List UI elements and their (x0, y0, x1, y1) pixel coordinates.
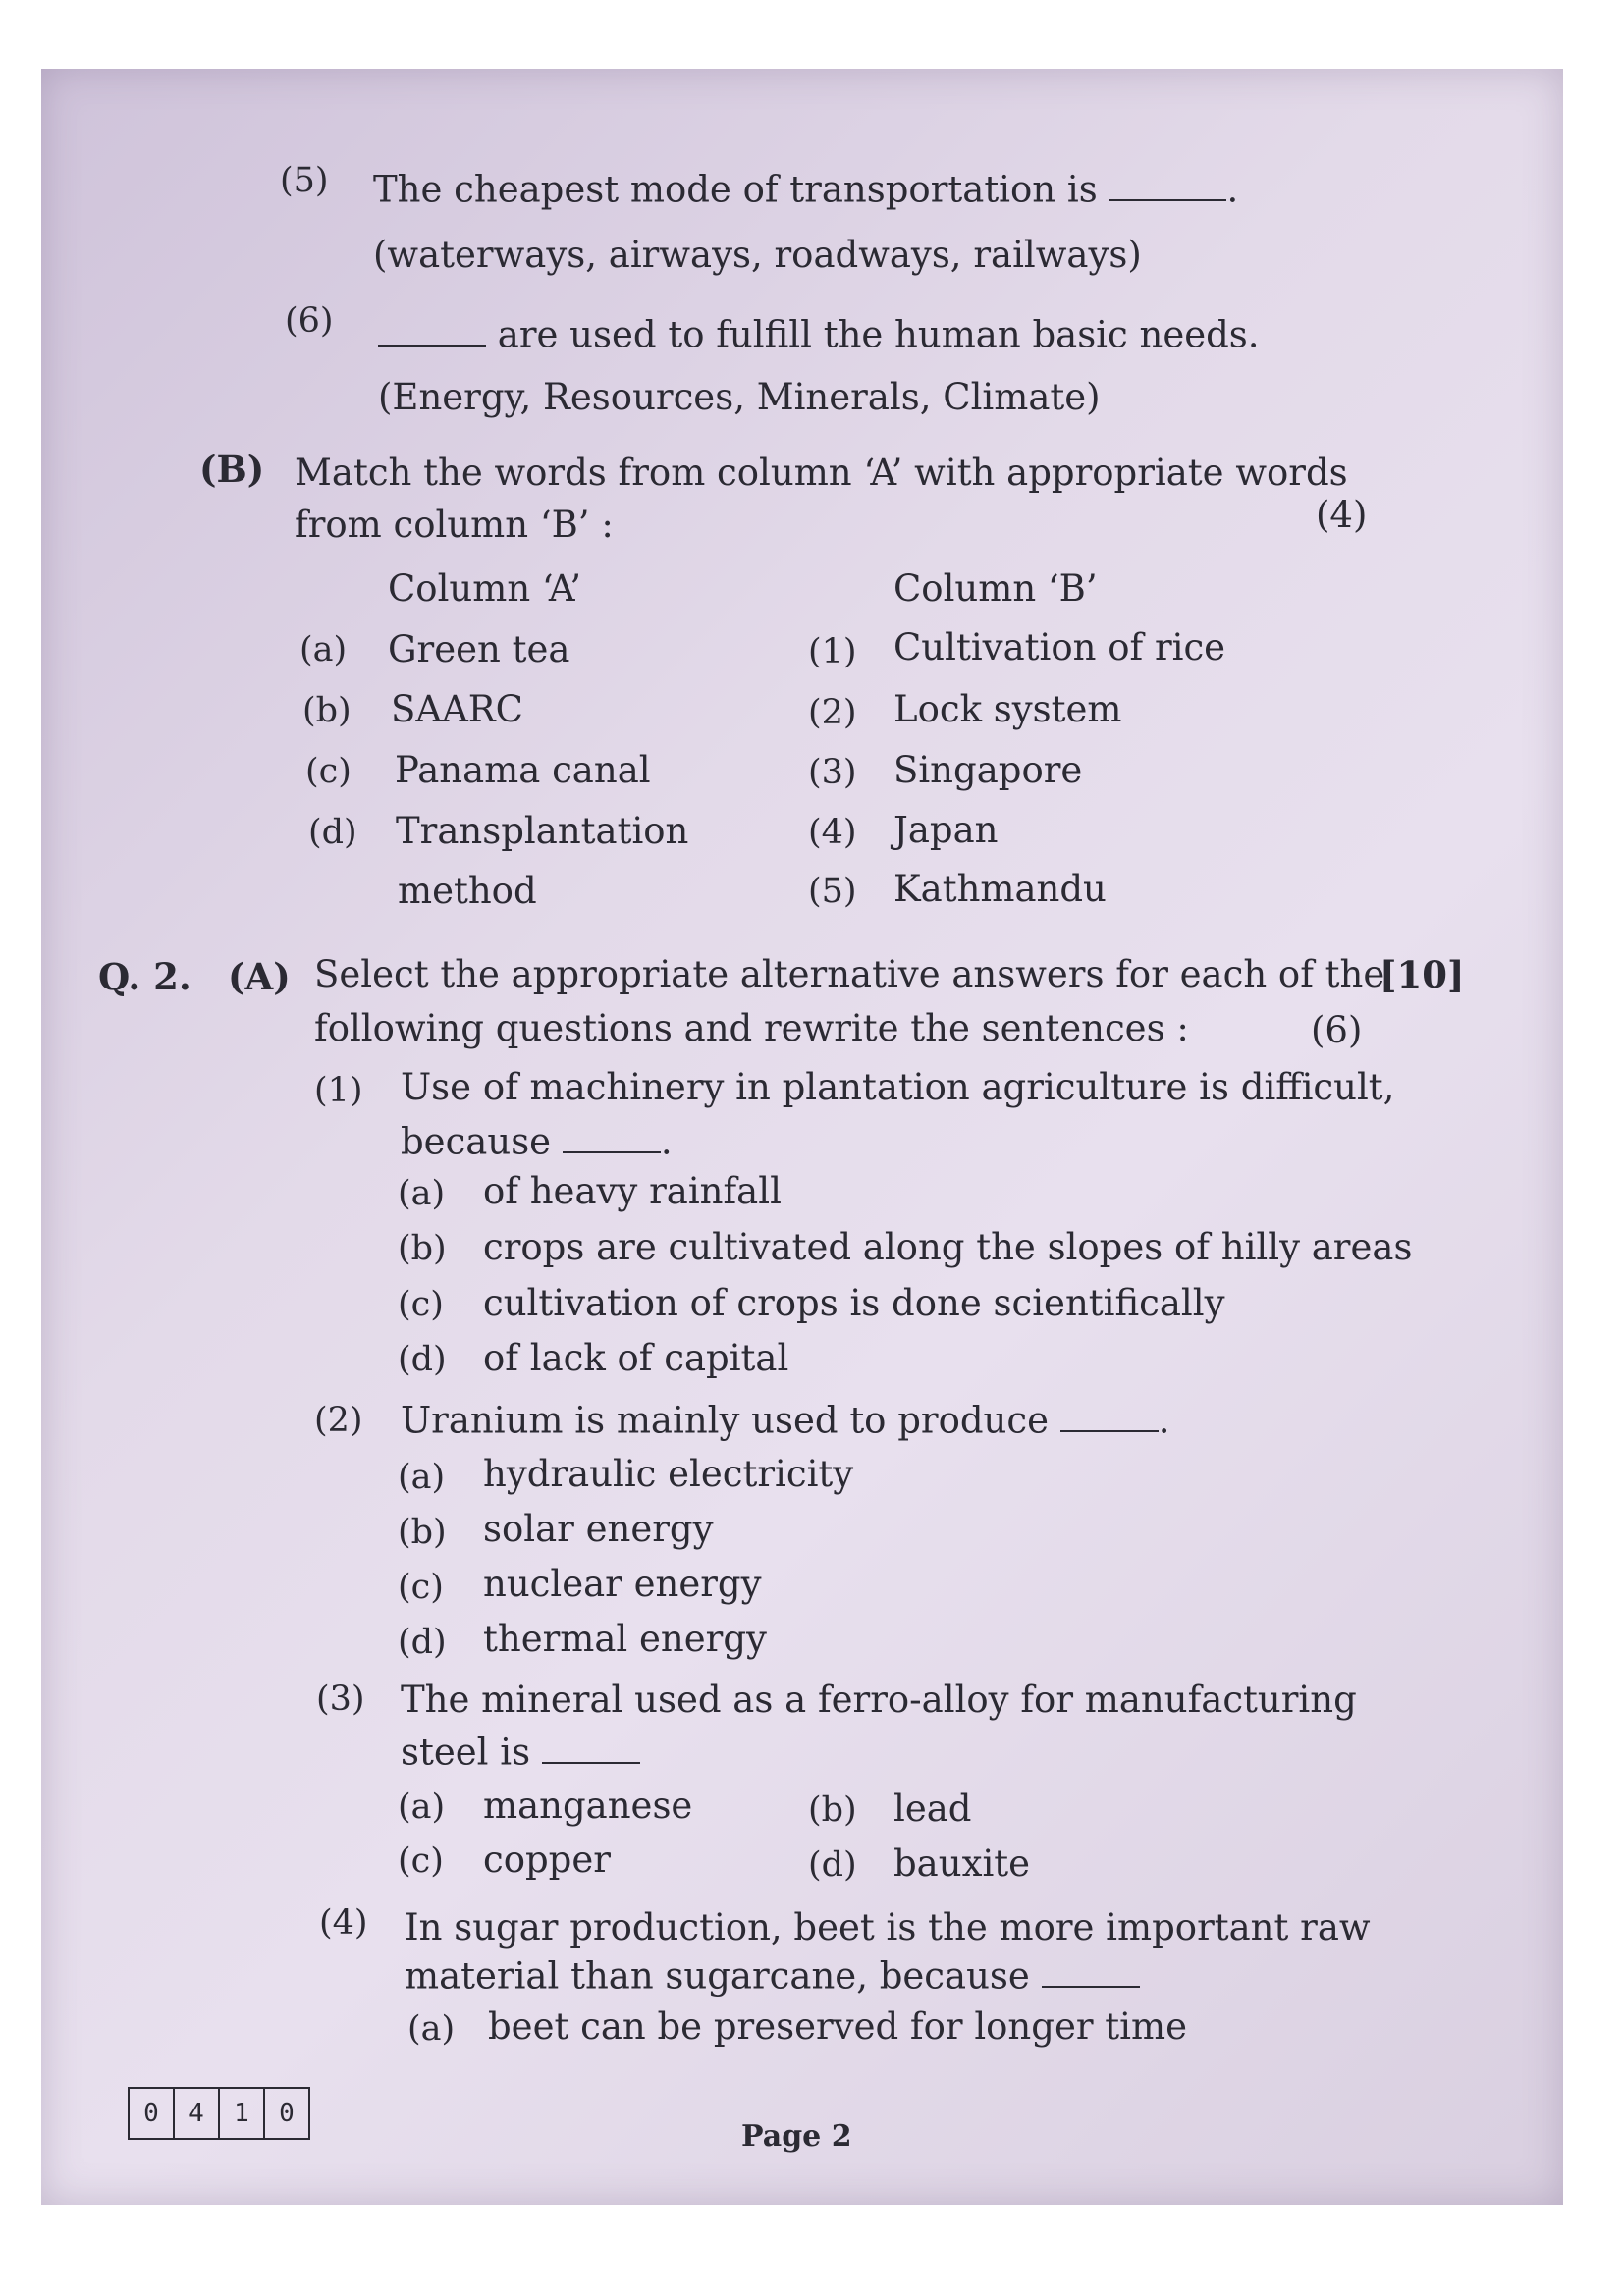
part-label: (B) (199, 448, 265, 491)
code-digit: 0 (279, 2099, 295, 2128)
question-number: Q. 2. (98, 955, 191, 998)
question-text: The cheapest mode of transportation is . (373, 168, 1239, 211)
match-label: (c) (305, 752, 352, 791)
option-text: bauxite (893, 1842, 1031, 1885)
option-text: lead (893, 1788, 972, 1830)
match-label: (b) (302, 691, 352, 730)
option-text: of lack of capital (483, 1337, 789, 1379)
question-text: The mineral used as a ferro-alloy for manufacturing (401, 1679, 1357, 1721)
option-label: (c) (398, 1285, 444, 1324)
option-text: copper (483, 1839, 611, 1881)
match-label: (4) (808, 813, 857, 852)
page-number: Page 2 (741, 2119, 852, 2154)
answer-blank (1109, 167, 1226, 201)
option-label: (b) (808, 1790, 857, 1830)
option-text: of heavy rainfall (483, 1170, 782, 1212)
option-text: solar energy (483, 1508, 714, 1550)
marks-label: (6) (1311, 1009, 1363, 1051)
match-label: (2) (808, 693, 857, 732)
option-text: thermal energy (483, 1618, 767, 1660)
option-label: (a) (398, 1788, 446, 1827)
match-item: Green tea (388, 628, 570, 670)
marks-label: (4) (1316, 494, 1368, 536)
instruction-line: from column ‘B’ : (295, 504, 614, 546)
column-a-header: Column ‘A’ (388, 567, 581, 610)
match-item: Lock system (893, 688, 1122, 730)
question-text: In sugar production, beet is the more important raw (405, 1906, 1371, 1949)
question-text: Use of machinery in plantation agriculture is difficult, (401, 1066, 1395, 1108)
option-label: (a) (407, 2009, 456, 2049)
option-text: manganese (483, 1785, 693, 1827)
paper-code-box (128, 2087, 310, 2140)
option-label: (a) (398, 1458, 446, 1497)
answer-blank (378, 312, 486, 347)
total-marks: [10] (1380, 953, 1465, 996)
option-label: (b) (398, 1229, 447, 1268)
match-item: Transplantation (396, 810, 689, 852)
match-item: Japan (893, 809, 999, 851)
part-label: (A) (228, 955, 291, 998)
item-number: (1) (314, 1071, 363, 1110)
code-digit: 4 (175, 2089, 220, 2138)
option-text: hydraulic electricity (483, 1453, 854, 1495)
answer-options: (waterways, airways, roadways, railways) (373, 234, 1142, 276)
item-number: (4) (319, 1903, 368, 1943)
column-b-header: Column ‘B’ (893, 567, 1098, 610)
match-label: (d) (308, 813, 357, 852)
code-digit: 0 (130, 2089, 175, 2138)
option-label: (d) (808, 1845, 857, 1885)
answer-blank (563, 1119, 661, 1153)
match-item: Cultivation of rice (893, 626, 1226, 668)
option-label: (c) (398, 1568, 444, 1607)
option-text: beet can be preserved for longer time (488, 2005, 1187, 2048)
item-number: (2) (314, 1401, 363, 1440)
option-label: (c) (398, 1842, 444, 1881)
match-label: (5) (808, 872, 857, 911)
item-number: (5) (280, 161, 329, 200)
match-item: Kathmandu (893, 868, 1107, 910)
match-item: SAARC (391, 688, 523, 730)
option-label: (a) (398, 1174, 446, 1213)
match-item-cont: method (398, 870, 537, 912)
answer-blank (1042, 1953, 1140, 1988)
answer-blank (1060, 1398, 1159, 1432)
option-text: cultivation of crops is done scientifically (483, 1282, 1225, 1324)
instruction-line: following questions and rewrite the sentences : (314, 1007, 1189, 1049)
match-label: (3) (808, 753, 857, 792)
answer-options: (Energy, Resources, Minerals, Climate) (378, 376, 1101, 418)
answer-blank (542, 1730, 640, 1764)
match-item: Singapore (893, 749, 1083, 791)
option-label: (d) (398, 1623, 447, 1662)
question-text: steel is (401, 1730, 640, 1773)
option-label: (b) (398, 1513, 447, 1552)
item-number: (3) (316, 1680, 365, 1719)
option-label: (d) (398, 1340, 447, 1379)
question-text: because . (401, 1120, 673, 1163)
instruction-line: Select the appropriate alternative answers for each of the (314, 953, 1385, 995)
question-text: material than sugarcane, because (405, 1953, 1140, 1997)
question-text: are used to fulfill the human basic needs. (378, 312, 1260, 355)
match-label: (1) (808, 632, 857, 671)
question-text: Uranium is mainly used to produce . (401, 1399, 1170, 1442)
code-digit: 1 (220, 2089, 265, 2138)
option-text: crops are cultivated along the slopes of hilly areas (483, 1226, 1413, 1268)
instruction-line: Match the words from column ‘A’ with appropriate words (295, 452, 1348, 494)
option-text: nuclear energy (483, 1563, 762, 1605)
match-label: (a) (299, 630, 348, 669)
item-number: (6) (285, 301, 334, 341)
match-item: Panama canal (395, 749, 651, 791)
